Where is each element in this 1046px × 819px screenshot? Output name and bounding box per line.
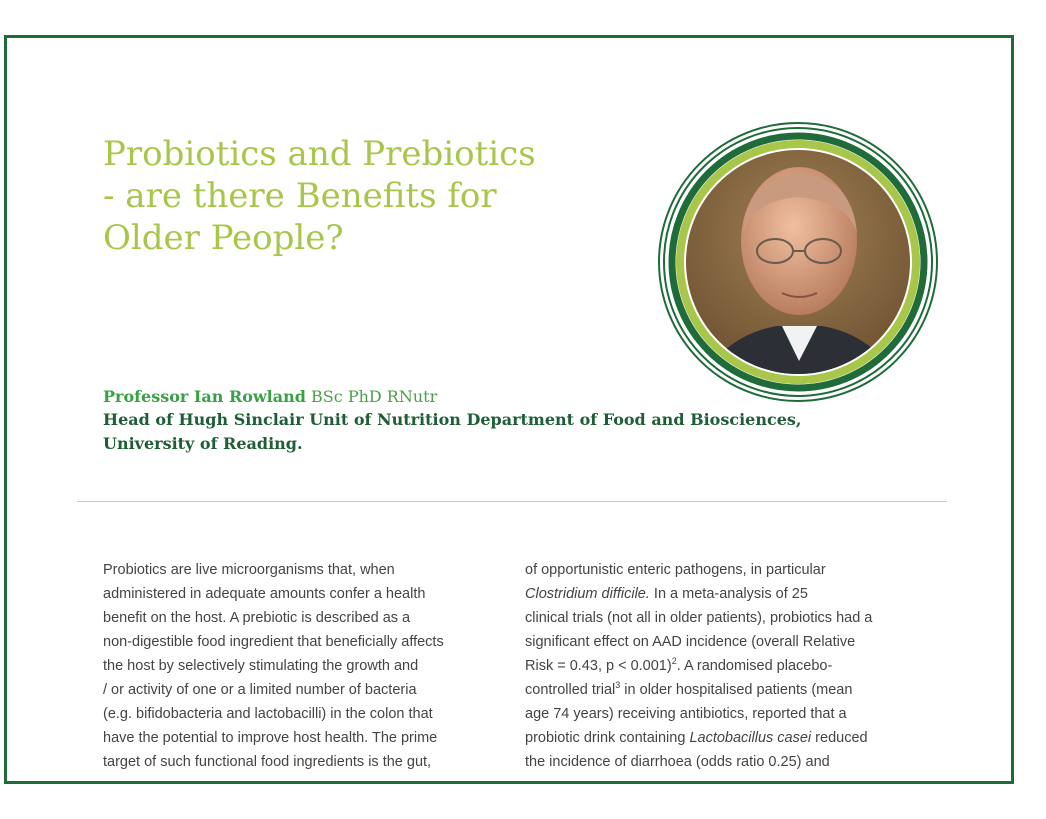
author-block [103,386,963,456]
body-line: the incidence of diarrhoea (odds ratio 0.25) and [525,754,830,770]
italic-term: Lactobacillus casei [689,730,812,746]
italic-term: Clostridium difficile. [525,586,650,602]
title-line-1: Probiotics and Prebiotics [103,134,536,174]
affiliation-line-2: University of Reading. [103,434,303,453]
text-run: reduced [811,730,868,746]
body-line: / or activity of one or a limited number of bacteria [103,682,417,698]
reference-mark: 3 [615,680,621,691]
text-run: controlled trial [525,682,616,698]
page-frame [4,35,1014,784]
article-title [103,133,623,259]
body-line: benefit on the host. A prebiotic is described as a [103,610,411,626]
body-line [525,678,925,702]
author-line [103,386,963,408]
body-line: significant effect on AAD incidence (overall Relative [525,634,856,650]
body-column-2 [525,558,925,774]
body-line: age 74 years) receiving antibiotics, reported that a [525,706,847,722]
body-line: the host by selectively stimulating the growth and [103,658,419,674]
text-run: in older hospitalised patients (mean [620,682,853,698]
body-column-1 [103,558,503,774]
body-line: administered in adequate amounts confer a health [103,586,426,602]
title-line-2: - are there Benefits for [103,176,497,216]
body-line: target of such functional food ingredients is the gut, [103,754,432,770]
title-line-3: Older People? [103,218,344,258]
text-run: probiotic drink containing [525,730,690,746]
author-portrait [657,121,939,403]
divider [77,501,947,502]
body-line: clinical trials (not all in older patients), probiotics had a [525,610,873,626]
text-run: . A randomised placebo- [676,658,833,674]
body-line: non-digestible food ingredient that beneficially affects [103,634,444,650]
body-line: Probiotics are live microorganisms that, when [103,562,395,578]
text-run: Risk = 0.43, p < 0.001) [525,658,672,674]
body-line: (e.g. bifidobacteria and lactobacilli) in the colon that [103,706,433,722]
author-credentials: BSc PhD RNutr [311,387,438,406]
body-line [525,654,925,678]
author-name: Professor Ian Rowland [103,387,306,406]
body-line [525,582,925,606]
body-line: have the potential to improve host health. The prime [103,730,438,746]
reference-mark: 2 [671,656,677,667]
body-line: of opportunistic enteric pathogens, in particular [525,562,826,578]
body-line [525,726,925,750]
affiliation-line-1: Head of Hugh Sinclair Unit of Nutrition Department of Food and Biosciences, [103,410,802,429]
text-run: In a meta-analysis of 25 [649,586,808,602]
